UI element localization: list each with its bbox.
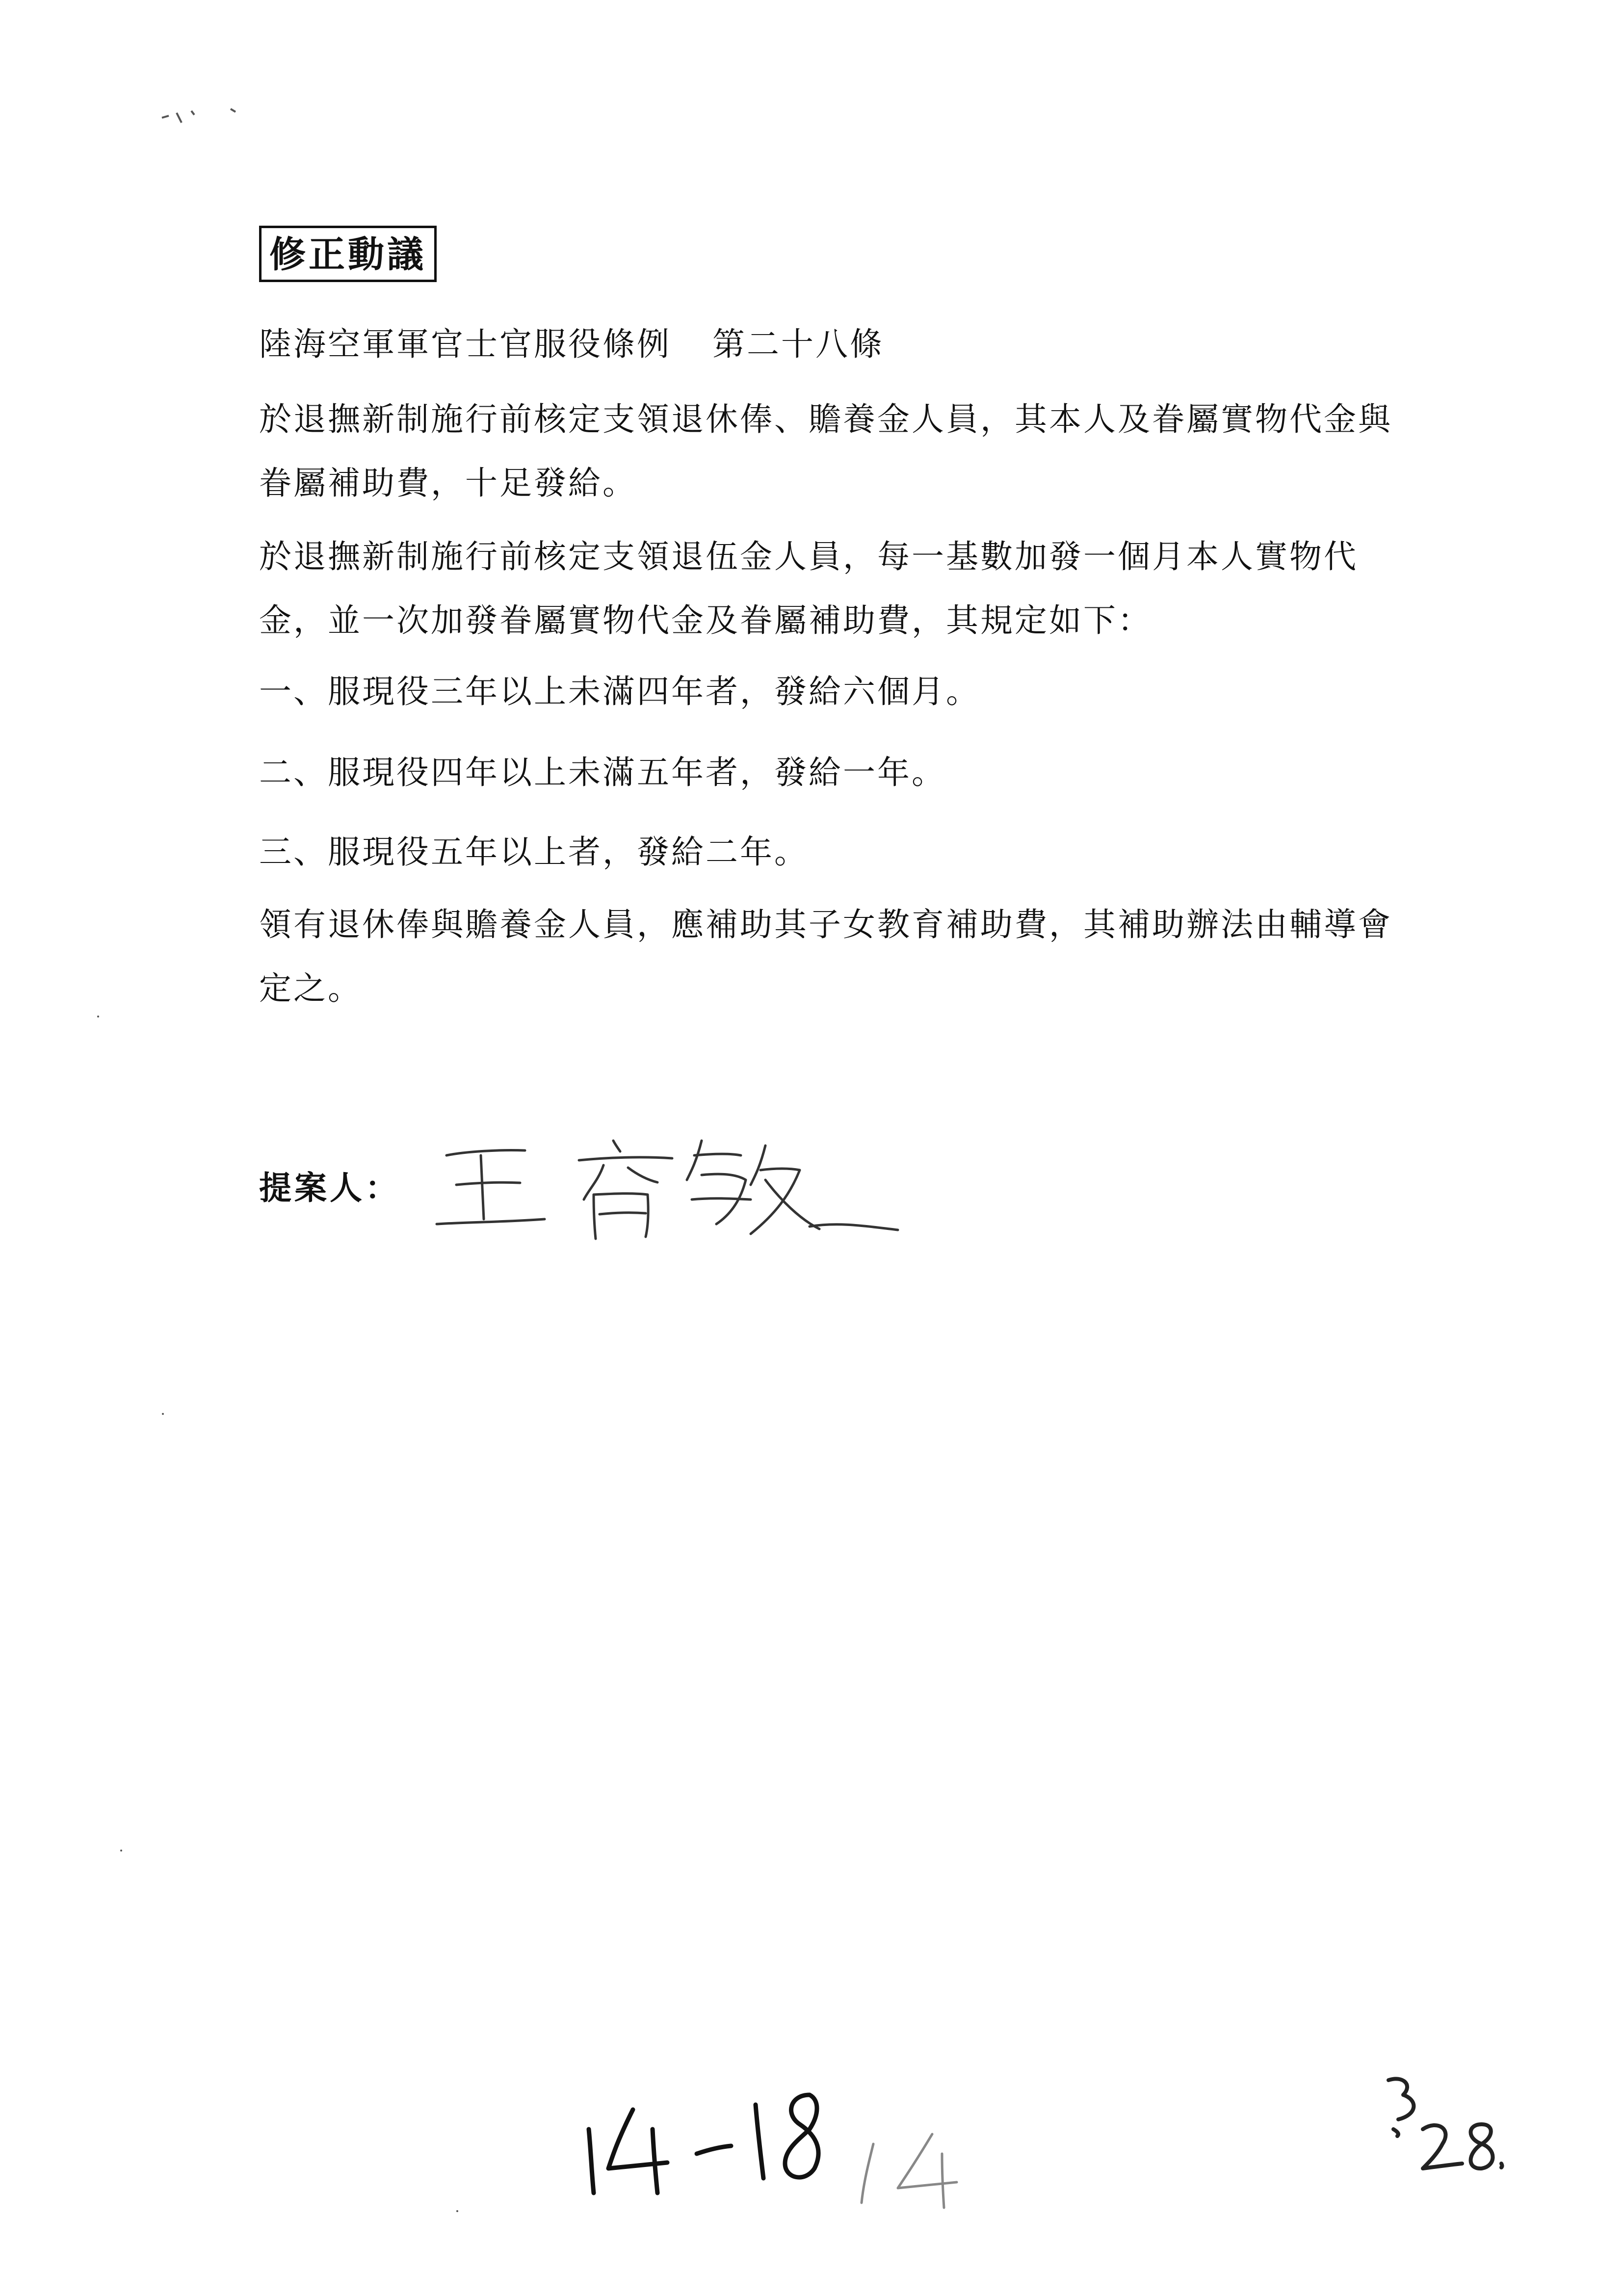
list-item-2: 二、服現役四年以上未滿五年者，發給一年。 bbox=[259, 754, 946, 791]
document-title: 修正動議 bbox=[259, 226, 437, 282]
list-item-3: 三、服現役五年以上者，發給二年。 bbox=[259, 833, 809, 871]
article-number: 第二十八條 bbox=[712, 325, 884, 363]
scan-speck bbox=[162, 1413, 164, 1415]
handwritten-page-range bbox=[569, 2075, 844, 2203]
article-heading bbox=[259, 318, 884, 365]
scan-speck bbox=[97, 1016, 99, 1018]
paragraph-1: 於退撫新制施行前核定支領退休俸、贍養金人員，其本人及眷屬實物代金與眷屬補助費，十足發給。 bbox=[259, 400, 1392, 502]
handwritten-page-faint bbox=[844, 2114, 986, 2213]
proposer-label: 提案人： bbox=[259, 1169, 400, 1207]
paragraph-3: 領有退休俸與贍養金人員，應補助其子女教育補助費，其補助辦法由輔導會定之。 bbox=[259, 906, 1392, 1007]
handwritten-corner-note bbox=[1369, 2065, 1511, 2183]
handwritten-signature bbox=[427, 1121, 908, 1249]
list-item-1: 一、服現役三年以上未滿四年者，發給六個月。 bbox=[259, 673, 980, 710]
act-name: 陸海空軍軍官士官服役條例 bbox=[259, 325, 671, 363]
scan-speck bbox=[120, 1850, 122, 1852]
scan-artifact-marks bbox=[157, 98, 255, 128]
paragraph-2: 於退撫新制施行前核定支領退伍金人員，每一基數加發一個月本人實物代金，並一次加發眷屬實物代金及眷屬補助費，其規定如下： bbox=[259, 538, 1358, 639]
scan-speck bbox=[456, 2210, 458, 2212]
